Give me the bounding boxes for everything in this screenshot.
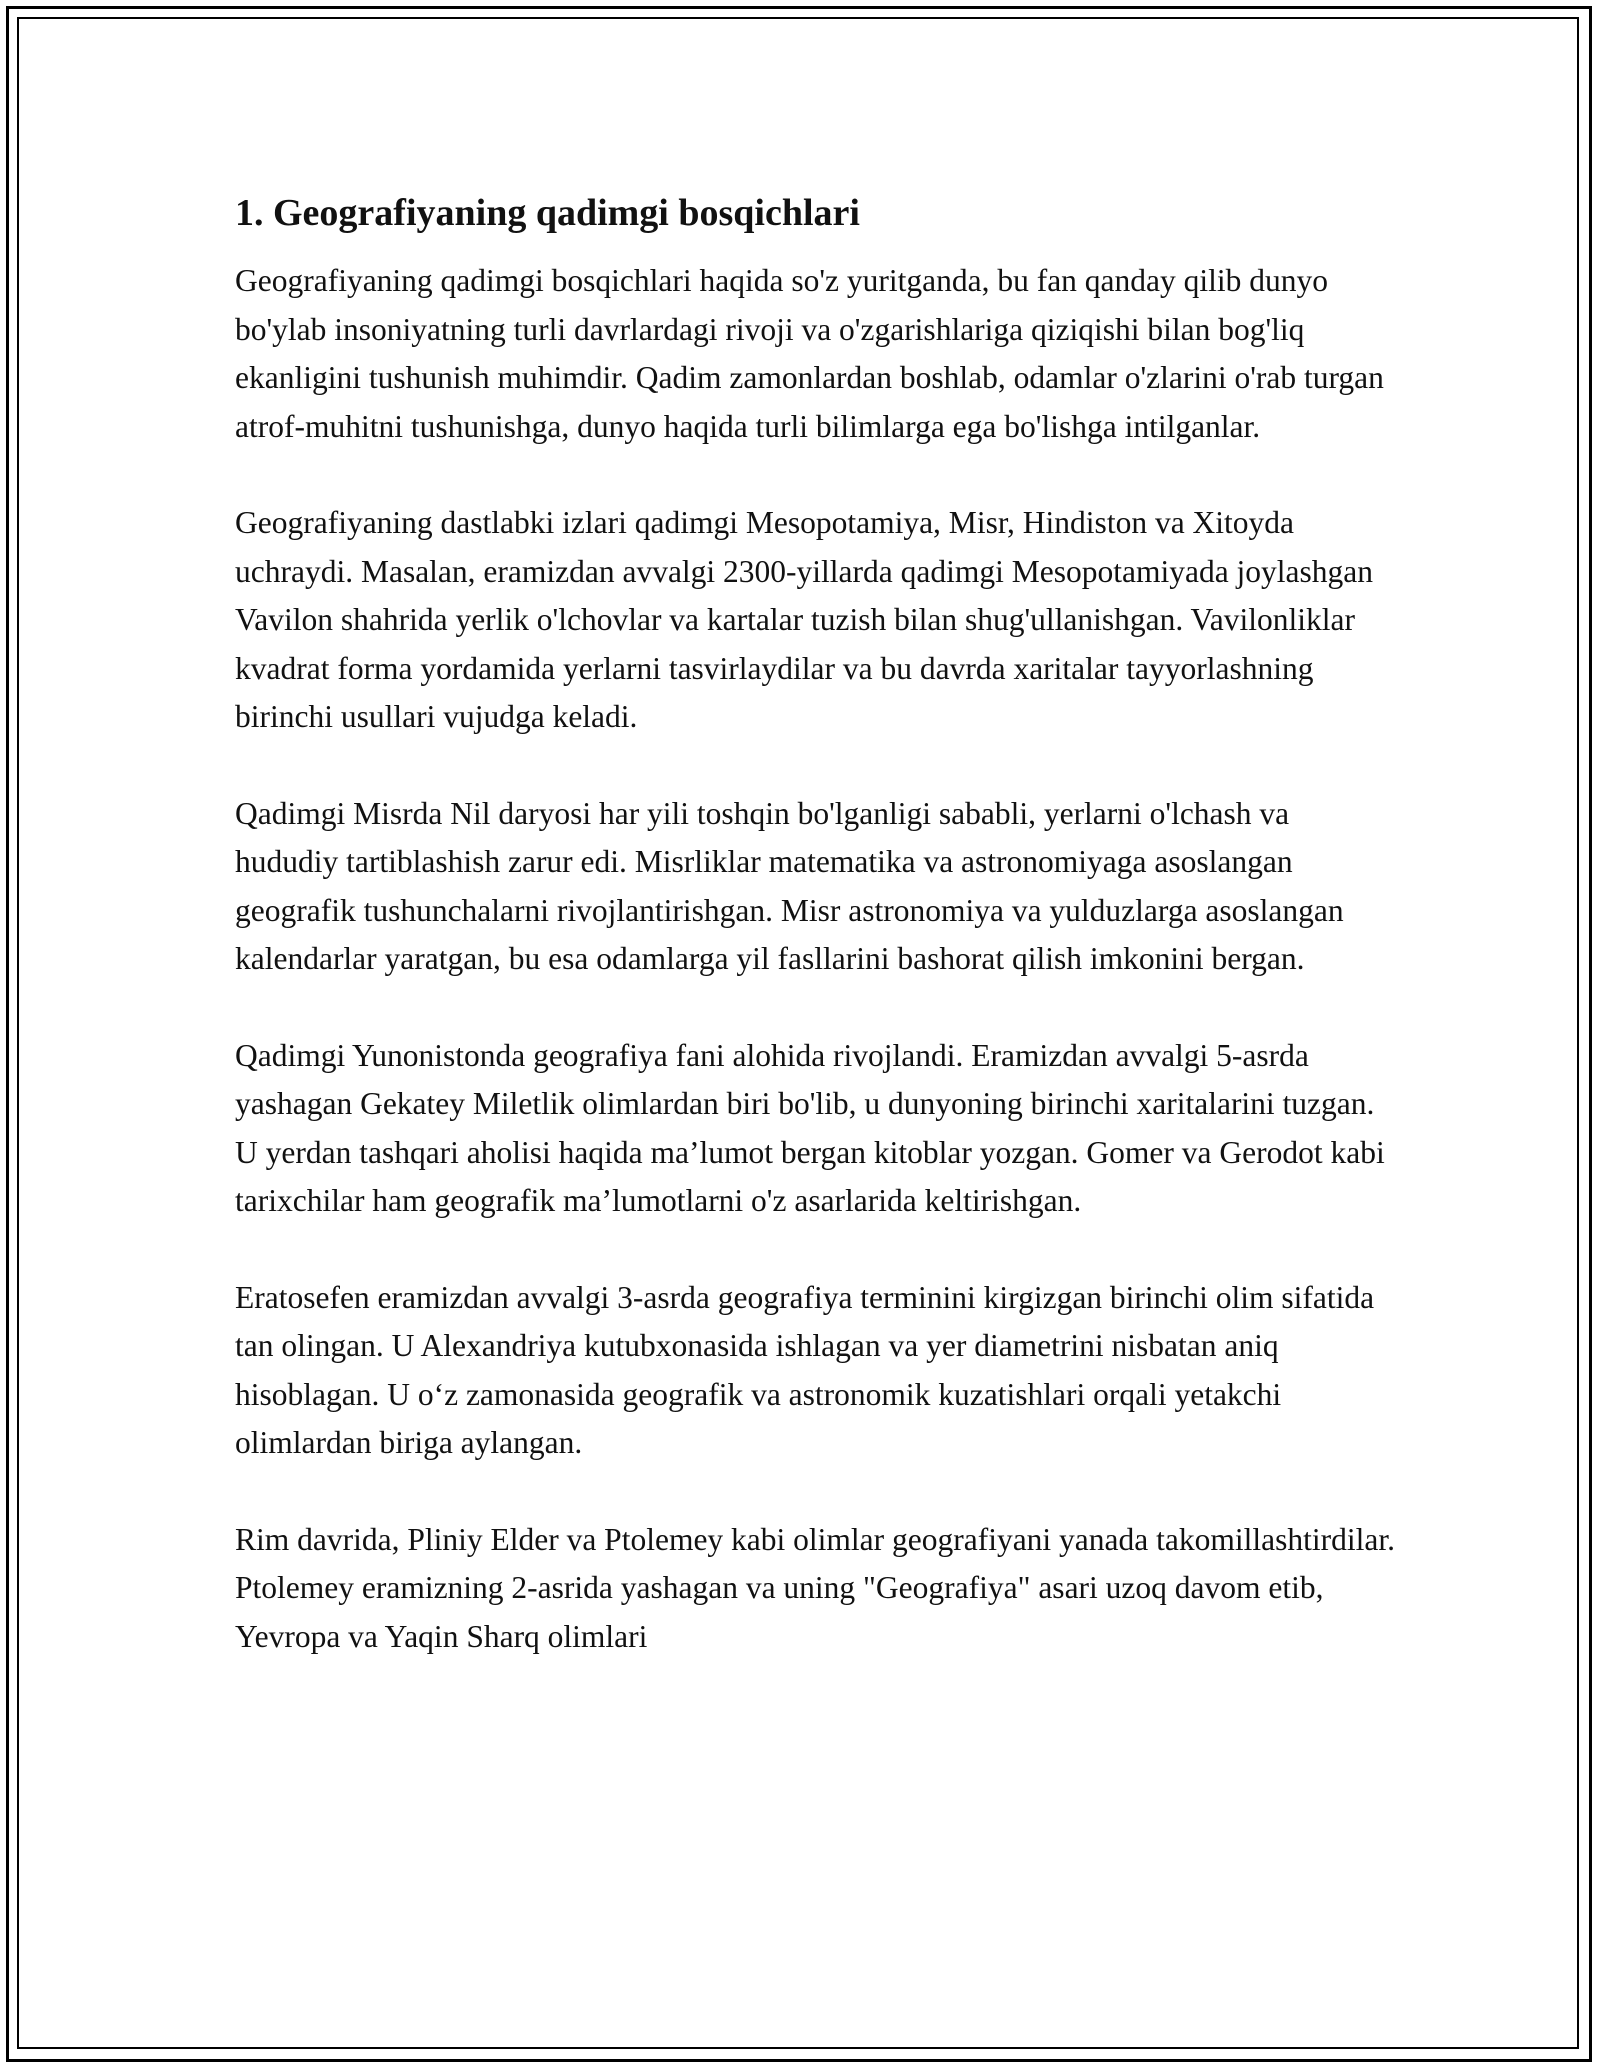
paragraph-eratosthenes: Eratosefen eramizdan avvalgi 3-asrda geografiya terminini kirgizgan birinchi olim sifatida tan olingan. U Alexandriya kutubxonasida ishlagan va yer diametrini nisbatan aniq hisoblagan. U o‘z zamonasida geografik va astronomik kuzatishlari orqali yetakchi olimlardan biriga aylangan. (235, 1279, 1375, 1460)
document-body (235, 187, 1395, 1709)
paragraph-intro: Geografiyaning qadimgi bosqichlari haqida so'z yuritganda, bu fan qanday qilib dunyo bo'ylab insoniyatning turli davrlardagi rivoji va o'zgarishlariga qiziqishi bilan bog'liq ekanligini tushunish muhimdir. Qadim zamonlardan boshlab, odamlar o'zlarini o'rab turgan atrof-muhitni tushunishga, dunyo haqida turli bilimlarga ega bo'lishga intilganlar. (235, 263, 1384, 444)
paragraph-rome: Rim davrida, Pliniy Elder va Ptolemey kabi olimlar geografiyani yanada takomillashtirdilar. Ptolemey eramizning 2-asrida yashagan va uning "Geografiya" asari uzoq davom etib, Yevropa va Yaqin Sharq olimlari (235, 1521, 1395, 1654)
paragraph-greece: Qadimgi Yunonistonda geografiya fani alohida rivojlandi. Eramizdan avvalgi 5-asrda yashagan Gekatey Miletlik olimlardan biri bo'lib, u dunyoning birinchi xaritalarini tuzgan. U yerdan tashqari aholisi haqida ma’lumot bergan kitoblar yozgan. Gomer va Gerodot kabi tarixchilar ham geografik ma’lumotlarni o'z asarlarida keltirishgan. (235, 1037, 1385, 1218)
section-heading: 1. Geografiyaning qadimgi bosqichlari (235, 192, 860, 234)
paragraph-egypt: Qadimgi Misrda Nil daryosi har yili toshqin bo'lganligi sababli, yerlarni o'lchash va hududiy tartiblashish zarur edi. Misrliklar matematika va astronomiyaga asoslangan geografik tushunchalarni rivojlantirishgan. Misr astronomiya va yulduzlarga asoslangan kalendarlar yaratgan, bu esa odamlarga yil fasllarini bashorat qilish imkonini bergan. (235, 795, 1344, 976)
paragraph-mesopotamia: Geografiyaning dastlabki izlari qadimgi Mesopotamiya, Misr, Hindiston va Xitoyda uchraydi. Masalan, eramizdan avvalgi 2300-yillarda qadimgi Mesopotamiyada joylashgan Vavilon shahrida yerlik o'lchovlar va kartalar tuzish bilan shug'ullanishgan. Vavilonliklar kvadrat forma yordamida yerlarni tasvirlaydilar va bu davrda xaritalar tayyorlashning birinchi usullari vujudga keladi. (235, 505, 1374, 734)
